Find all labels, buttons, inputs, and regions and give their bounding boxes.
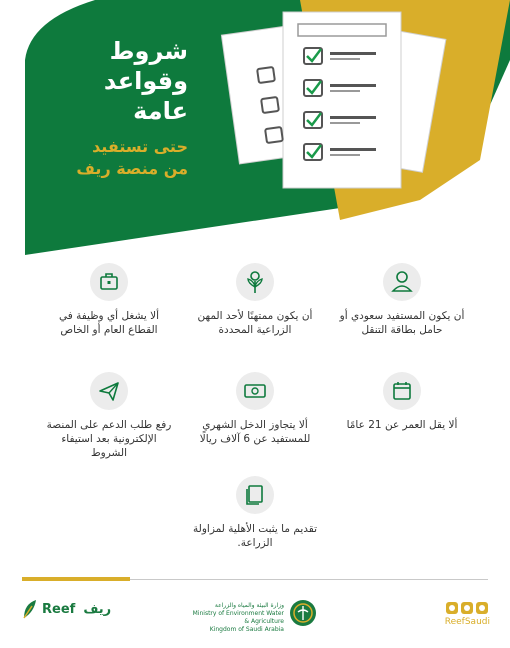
reef-leaf-icon (22, 598, 38, 620)
footer-divider-accent (22, 577, 130, 581)
hero-subtitle-line: حتى تستفيد (92, 137, 188, 156)
reef-logo-arabic: ريف (83, 601, 112, 617)
condition-text: أن يكون المستفيد سعودي أو حامل بطاقة التنقل (339, 310, 465, 336)
ministry-name (190, 602, 284, 634)
hero-title-block (76, 36, 188, 180)
user-icon (383, 263, 421, 301)
condition-text: ألا يتجاوز الدخل الشهري للمستفيد عن 6 آلاف ريالًا (199, 419, 311, 445)
hero-title-line: شروط (109, 37, 188, 65)
social-icons (445, 602, 490, 614)
reef-logo-latin: Reef (42, 601, 76, 617)
condition-profession (190, 263, 320, 337)
reef-logo (22, 598, 111, 620)
condition-text: أن يكون ممتهنًا لأحد المهن الزراعية المحددة (197, 310, 313, 336)
condition-income (190, 372, 320, 446)
calendar-icon (383, 372, 421, 410)
hero-banner (0, 0, 510, 260)
hero-title-line: عامة (133, 97, 188, 125)
ministry-name-ar: وزارة البيئة والمياه والزراعة (214, 602, 284, 609)
instagram-icon[interactable] (476, 602, 488, 614)
paper-plane-icon (90, 372, 128, 410)
condition-eligibility-proof (190, 476, 320, 550)
checklist-papers-icon (221, 12, 445, 188)
briefcase-icon (90, 263, 128, 301)
snapchat-icon[interactable] (446, 602, 458, 614)
ministry-seal-icon (288, 598, 318, 628)
ministry-name-en: Ministry of Environment Water & Agriculture (192, 610, 284, 625)
condition-text: رفع طلب الدعم على المنصة الإلكترونية بعد استيفاء الشروط (46, 419, 172, 459)
condition-text: تقديم ما يثبت الأهلية لمزاولة الزراعة. (193, 523, 317, 549)
condition-nationality (337, 263, 467, 337)
ministry-logo (190, 598, 320, 632)
condition-text: ألا يقل العمر عن 21 عامًا (346, 419, 458, 431)
ministry-country: Kingdom of Saudi Arabia (209, 626, 284, 633)
condition-employment (44, 263, 174, 337)
plant-icon (236, 263, 274, 301)
hero-subtitle-line: من منصة ريف (76, 159, 188, 178)
condition-application (44, 372, 174, 460)
twitter-icon[interactable] (461, 602, 473, 614)
condition-age (337, 372, 467, 432)
money-icon (236, 372, 274, 410)
documents-icon (236, 476, 274, 514)
social-block (445, 602, 490, 627)
social-handle: ReefSaudi (444, 617, 490, 627)
hero-title-line: وقواعد (103, 67, 188, 95)
condition-text: ألا يشغل أي وظيفة في القطاع العام أو الخاص (58, 310, 159, 336)
